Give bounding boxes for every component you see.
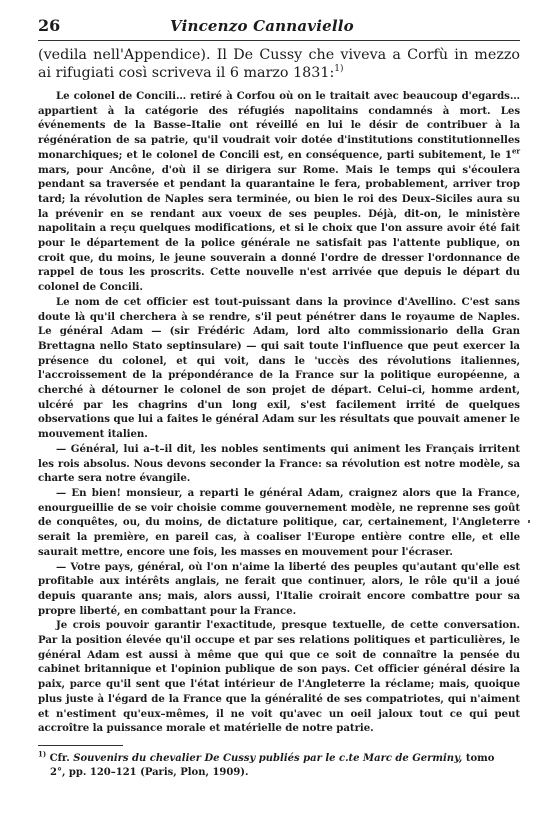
lead-paragraph [38, 46, 520, 82]
paragraph-text: — En bien! monsieur, a reparti le général Adam, craignez alors que la France, enourgueillie de se voir choisie comme gouvernement modèle, ne reprenne ses goût de conquêtes, ou, du moins, de dictature politique, car, certainement, l'Angleterre serait la première, en pareil cas, à coaliser l'Europe entière contre elle, et elle saurait mettre, encore une fois, les masses en mouvement pour l'écraser. [38, 486, 520, 558]
paragraph-text: — Général, lui a–t–il dit, les nobles sentiments qui animent les Français irritent les rois absolus. Nous devons seconder la France: sa révolution est notre modèle, sa charte sera notre évangile. [38, 442, 520, 485]
quote-paragraph [38, 486, 520, 560]
footnote-suffix: tomo [462, 752, 495, 764]
paragraph-text: Le nom de cet officier est tout-puissant dans la province d'Avellino. C'est sans doute là qu'il cherchera à se rendre, s'il peut pénétrer dans le royaume de Naples. Le général Adam — (sir Frédéric Adam, lord alto commissionario della Gran Brettagna nello Stato septinsulare) — qui sait toute l'influence que peut exercer la présence du colonel, et qui voit, dans le 'uccès des révolutions italiennes, l'accroissement de la prépondérance de la France sur la politique européenne, a cherché à détourner le colonel de son projet de départ. Celui–ci, homme ardent, ulcéré par les chagrins d'un long exil, s'est facilement irrité de quelques observations que lui a faites le général Adam sur les résultats que pouvait amener le mouvement italien. [38, 295, 520, 441]
quoted-letter [38, 89, 520, 736]
footnote-line-2: 2°, pp. 120–121 (Paris, Plon, 1909). [50, 766, 249, 778]
page-header [38, 14, 520, 40]
quote-paragraph [38, 295, 520, 442]
footnote-reference: 1) [334, 64, 344, 75]
lead-text: (vedila nell'Appendice). Il De Cussy che viveva a Corfù in mezzo ai rifugiati così scriveva il 6 marzo 1831: [38, 47, 520, 81]
footnote [38, 749, 520, 780]
paragraph-text: mars, pour Ancône, d'où il se dirigera sur Rome. Mais le temps qui s'écoulera pendant sa traversée et pendant la quarantaine le fera, probablement, arriver trop tard; la révolution de Naples sera terminée, ou bien le roi des Deux–Siciles aura su la prévenir en se rendant aux voeux de ses peuples. Déjà, dit-on, le ministère napolitain a reçu quelques modifications, et si le choix que l'on assure avoir été fait pour le département de la police générale ne satisfait pas l'attente publique, on croit que, du moins, le jeune souverain a donné l'ordre de dresser l'ordonnance de rappel de tous les proscrits. Cette nouvelle n'est arrivée que depuis le départ du colonel de Concili. [38, 163, 520, 294]
quote-paragraph [38, 442, 520, 486]
footnote-prefix: Cfr. [46, 752, 74, 764]
footnote-mark: 1) [38, 749, 47, 759]
paragraph-text: Je crois pouvoir garantir l'exactitude, presque textuelle, de cette conversation. Par la position élevée qu'il occupe et par ses relations politiques et particulières, le général Adam est aussi à même que qui que ce soit de connaître la pensée du cabinet britannique et l'opinion publique de son pays. Cet officier général désire la paix, parce qu'il sent que l'état intérieur de l'Angleterre la réclame; mais, quoique plus juste à l'égard de la France que la généralité de ses compatriotes, qui n'aiment et n'estiment qu'eux–mêmes, il ne voit qu'avec un oeil jaloux tout ce qui peut accroître la puissance morale et matérielle de notre patrie. [38, 619, 520, 735]
quote-paragraph [38, 89, 520, 295]
paragraph-text: Le colonel de Concili… retiré à Corfou où on le traitait avec beaucoup d'egards… appartient à la catégorie des réfugiés napolitains condamnés à mort. Les événements de la Basse–Italie ont réveillé en lui le désir de contribuer à la régénération de sa patrie, qu'il voudrait voir dotée d'institutions constitutionnelles monarchiques; et le colonel de Concili est, en conséquence, parti subitement, le 1 [38, 90, 520, 161]
quote-paragraph [38, 618, 520, 736]
quote-paragraph [38, 560, 520, 619]
running-head: Vincenzo Cannaviello [170, 17, 354, 35]
paragraph-text: — Votre pays, général, où l'on n'aime la liberté des peuples qu'autant qu'elle est profitable aux intérêts anglais, ne ferait que continuer, alors, le rôle qu'il a joué depuis quarante ans; mais, alors aussi, l'Italie croirait encore combattre pour sa propre liberté, en combattant pour la France. [38, 560, 520, 617]
page-number: 26 [38, 16, 61, 35]
header-rule [38, 40, 520, 41]
footnote-rule [38, 745, 123, 746]
print-speck [528, 520, 530, 523]
footnote-title: Souvenirs du chevalier De Cussy publiés par le c.te Marc de Germiny, [73, 752, 463, 764]
superscript: er [511, 146, 520, 156]
